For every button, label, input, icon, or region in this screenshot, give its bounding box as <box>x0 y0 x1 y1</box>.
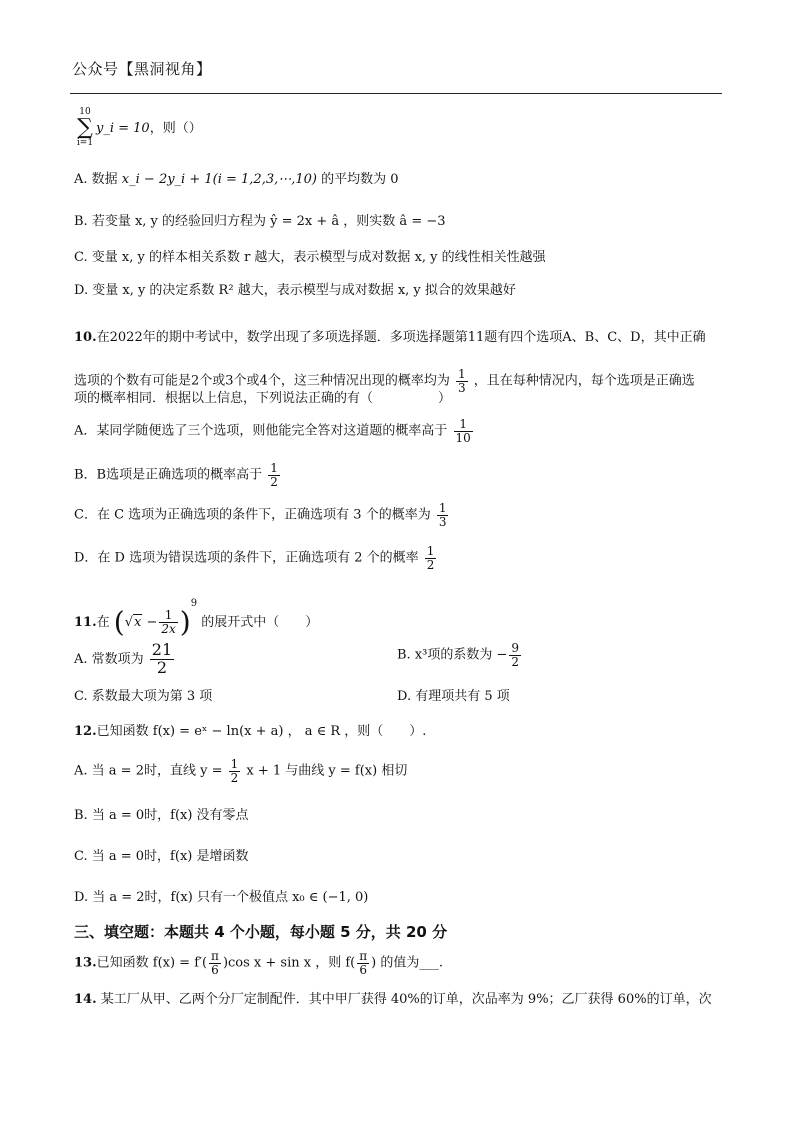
q10-stem-line2: 选项的个数有可能是2个或3个或4个，这三种情况出现的概率均为 $\frac{1}{3}$ ，且在每种情况内，每个选项是正确选 <box>74 367 695 395</box>
fraction-one-half: $\frac{1}{2}$ <box>270 461 278 489</box>
binomial-expression: (√x − $\frac{1}{2x}$ )$^9$ <box>113 598 198 639</box>
q11-stem: 11.在 (√x − $\frac{1}{2x}$ )$^9$ 的展开式中（ ） <box>74 598 319 639</box>
fraction-pi-over-6: $\frac{\pi}{6}$ <box>211 949 219 977</box>
q12-option-a: A. 当 a = 2时，直线 y = $\frac{1}{2}$ x + 1 与曲线 y = f(x) 相切 <box>74 757 408 785</box>
q9-option-d: D. 变量 x, y 的决定系数 R² 越大，表示模型与成对数据 x, y 拟合的效果越好 <box>74 283 516 298</box>
fraction-one-third: $\frac{1}{3}$ <box>457 367 466 395</box>
q12-option-d: D. 当 a = 2时，f(x) 只有一个极值点 x₀ ∈ (−1, 0) <box>74 890 369 905</box>
sum-upper-limit: 10 <box>79 107 91 117</box>
fraction-one-half: $\frac{1}{2}$ <box>230 757 239 785</box>
fraction-9-over-2: $\frac{9}{2}$ <box>511 641 520 669</box>
fraction-one-over-2x: $\frac{1}{2x}$ <box>161 608 176 636</box>
q11-option-d: D. 有理项共有 5 项 <box>397 689 510 704</box>
sum-body: y_i = 10 <box>96 121 150 136</box>
q10-option-a: A．某同学随便选了三个选项，则他能完全答对这道题的概率高于 $\frac{1}{10}$ <box>74 417 471 445</box>
fraction-21-over-2: $\frac{21}{2}$ <box>151 640 173 677</box>
q10-stem-line3: 项的概率相同．根据以上信息，下列说法正确的有（ ） <box>74 391 452 406</box>
fraction-pi-over-6: $\frac{\pi}{6}$ <box>359 949 368 977</box>
q11-option-a: A. 常数项为 $\frac{21}{2}$ <box>74 640 173 677</box>
section-heading: 三、填空题：本题共 4 个小题，每小题 5 分，共 20 分 <box>74 923 448 941</box>
q12-stem: 12.已知函数 f(x) = eˣ − ln(x + a) ， a ∈ R ，则（ ）. <box>74 724 427 739</box>
q13-stem: 13.已知函数 f(x) = f′( $\frac{\pi}{6}$ )cos x + sin x ，则 f( $\frac{\pi}{6}$ ) 的值为___. <box>74 949 443 977</box>
q11-option-b: B. x³项的系数为 − $\frac{9}{2}$ <box>397 641 520 669</box>
sigma-glyph: ∑ <box>77 115 93 140</box>
fraction-one-tenth: $\frac{1}{10}$ <box>455 417 471 445</box>
q12-option-b: B. 当 a = 0时，f(x) 没有零点 <box>74 808 249 823</box>
sum-lower-limit: i=1 <box>76 138 94 148</box>
q10-stem-line1: 10.在2022年的期中考试中，数学出现了多项选择题．多项选择题第11题有四个选项A、B、C、D，其中正确 <box>74 330 706 345</box>
q10-option-d: D．在 D 选项为错误选项的条件下，正确选项有 2 个的概率 $\frac{1}{2}$ <box>74 544 435 572</box>
fraction-one-half: $\frac{1}{2}$ <box>426 544 435 572</box>
q9-option-a: A. 数据 x_i − 2y_i + 1(i = 1,2,3,⋯,10) 的平均数为 0 <box>74 172 399 187</box>
fraction-one-third: $\frac{1}{3}$ <box>438 501 447 529</box>
summation-symbol <box>74 108 96 148</box>
q9-stem-tail: y_i = 10，则（） <box>96 121 202 136</box>
q9-option-c: C. 变量 x, y 的样本相关系数 r 越大，表示模型与成对数据 x, y 的线性相关性越强 <box>74 250 546 265</box>
header-divider <box>70 93 722 94</box>
q9-option-b: B. 若变量 x, y 的经验回归方程为 ŷ = 2x + â ，则实数 â = −3 <box>74 214 446 229</box>
q10-option-c: C．在 C 选项为正确选项的条件下，正确选项有 3 个的概率为 $\frac{1}{3}$ <box>74 501 447 529</box>
q11-option-c: C. 系数最大项为第 3 项 <box>74 689 213 704</box>
q10-option-b: B．B选项是正确选项的概率高于 $\frac{1}{2}$ <box>74 461 278 489</box>
q14-stem: 14. 某工厂从甲、乙两个分厂定制配件．其中甲厂获得 40%的订单，次品率为 9%；乙厂获得 60%的订单，次 <box>74 992 712 1007</box>
q12-option-c: C. 当 a = 0时，f(x) 是增函数 <box>74 849 249 864</box>
page-header: 公众号【黑洞视角】 <box>72 60 212 78</box>
